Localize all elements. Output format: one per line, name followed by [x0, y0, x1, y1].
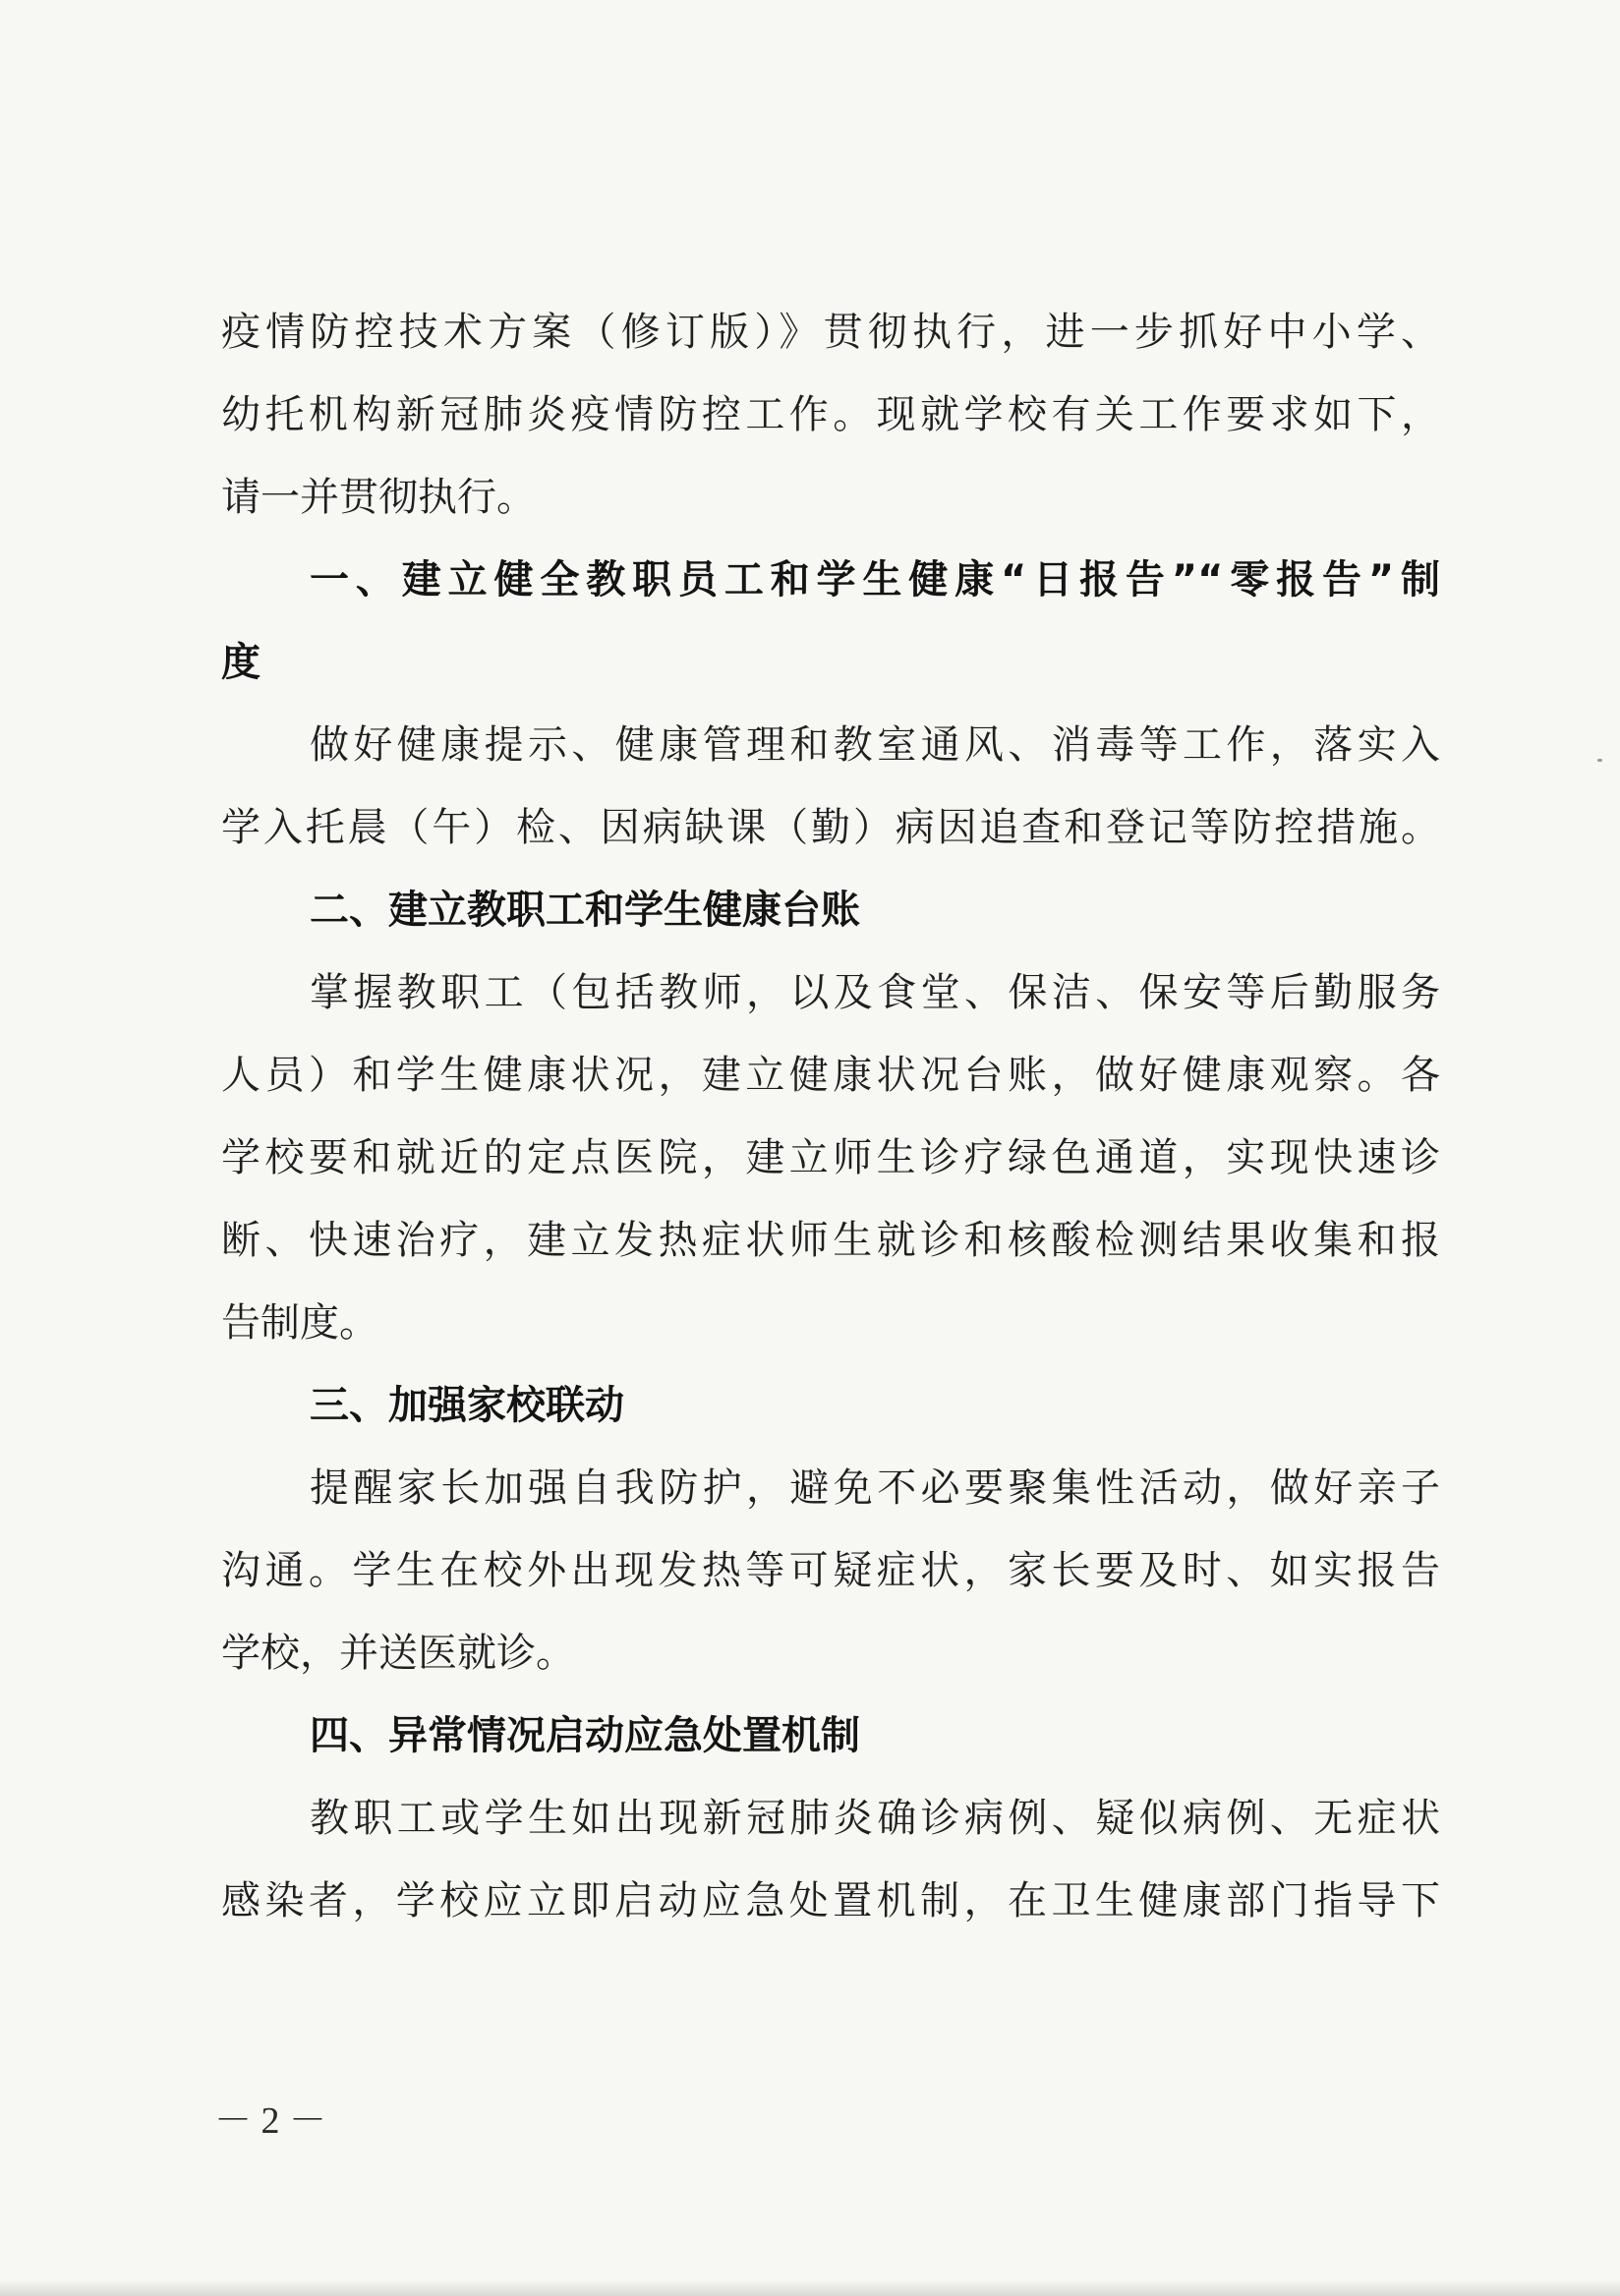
section-heading-1-cont: 度: [221, 640, 260, 685]
section-heading-3: 三、加强家校联动: [310, 1383, 624, 1428]
body-line-1: 疫情防控技术方案（修订版）》贯彻执行，进一步抓好中小学、: [221, 310, 1440, 355]
body-line-12: 沟通。学生在校外出现发热等可疑症状，家长要及时、如实报告: [221, 1548, 1440, 1593]
body-line-13: 学校，并送医就诊。: [221, 1631, 575, 1676]
scan-speck: [1597, 759, 1602, 762]
section-heading-4: 四、异常情况启动应急处置机制: [310, 1713, 860, 1758]
section-heading-2: 二、建立教职工和学生健康台账: [310, 888, 860, 933]
body-line-8: 学校要和就近的定点医院，建立师生诊疗绿色通道，实现快速诊: [221, 1135, 1440, 1180]
section-heading-1: 一、建立健全教职员工和学生健康“日报告”“零报告”制: [310, 557, 1440, 603]
page-number: － 2 －: [214, 2100, 327, 2142]
body-line-6: 掌握教职工（包括教师，以及食堂、保洁、保安等后勤服务: [310, 970, 1440, 1015]
body-line-7: 人员）和学生健康状况，建立健康状况台账，做好健康观察。各: [221, 1053, 1440, 1098]
body-line-15: 感染者，学校应立即启动应急处置机制，在卫生健康部门指导下: [221, 1878, 1440, 1923]
body-line-11: 提醒家长加强自我防护，避免不必要聚集性活动，做好亲子: [310, 1465, 1440, 1511]
body-line-3: 请一并贯彻执行。: [221, 475, 536, 520]
body-line-9: 断、快速治疗，建立发热症状师生就诊和核酸检测结果收集和报: [221, 1218, 1440, 1263]
body-line-5: 学入托晨（午）检、因病缺课（勤）病因追查和登记等防控措施。: [221, 805, 1440, 850]
body-line-10: 告制度。: [221, 1300, 378, 1346]
scan-edge: [0, 2280, 1620, 2296]
body-line-14: 教职工或学生如出现新冠肺炎确诊病例、疑似病例、无症状: [310, 1796, 1440, 1841]
body-line-2: 幼托机构新冠肺炎疫情防控工作。现就学校有关工作要求如下，: [221, 392, 1440, 437]
body-line-4: 做好健康提示、健康管理和教室通风、消毒等工作，落实入: [310, 722, 1440, 768]
